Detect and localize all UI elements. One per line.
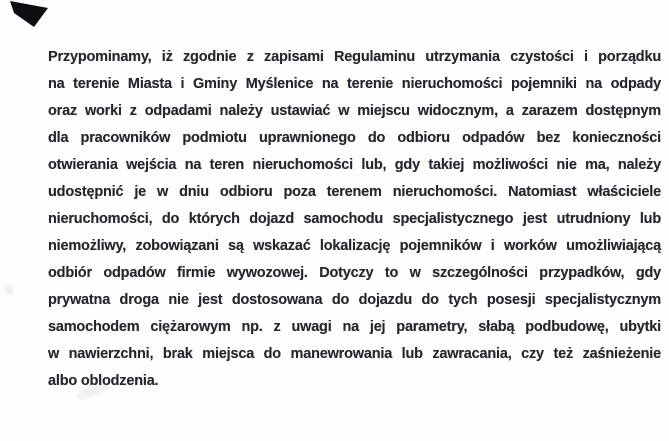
text-line: samochodem ciężarowym np. z uwagi na jej parametry, słabą podbudowę, ubytki	[48, 319, 661, 335]
paragraph	[48, 44, 661, 395]
scan-corner-artifact-icon	[0, 0, 60, 32]
text-line: na terenie Miasta i Gminy Myślenice na terenie nieruchomości pojemniki na odpady	[48, 76, 661, 92]
text-line: Przypominamy, iż zgodnie z zapisami Regulaminu utrzymania czystości i porządku	[48, 49, 661, 65]
text-line: nieruchomości, do których dojazd samochodu specjalistycznego jest utrudniony lub	[48, 211, 661, 227]
text-line: udostępnić je w dniu odbioru poza terenem nieruchomości. Natomiast właściciele	[48, 184, 661, 200]
text-line: albo oblodzenia.	[48, 373, 159, 389]
text-line: dla pracowników podmiotu uprawnionego do odbioru odpadów bez konieczności	[48, 130, 661, 146]
text-line: otwierania wejścia na teren nieruchomości lub, gdy takiej możliwości nie ma, należy	[48, 157, 661, 173]
text-line: niemożliwy, zobowiązani są wskazać lokalizację pojemników i worków umożliwiającą	[48, 238, 661, 254]
text-line: w nawierzchni, brak miejsca do manewrowania lub zawracania, czy też zaśnieżenie	[48, 346, 661, 362]
text-line: oraz worki z odpadami należy ustawiać w miejscu widocznym, a zarazem dostępnym	[48, 103, 661, 119]
scan-smudge	[5, 284, 13, 296]
text-line: odbiór odpadów firmie wywozowej. Dotyczy to w szczególności przypadków, gdy	[48, 265, 661, 281]
text-line: prywatna droga nie jest dostosowana do dojazdu do tych posesji specjalistycznym	[48, 292, 661, 308]
